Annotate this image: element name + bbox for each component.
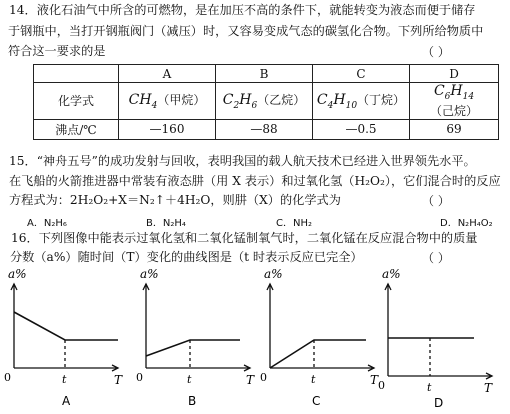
- table-header-b: B: [216, 65, 313, 83]
- q16-line2: 分数（a%）随时间（T）变化的曲线图是（t 时表示反应已完全）: [10, 250, 363, 264]
- graph-a-x-axis-label: T: [114, 373, 123, 387]
- bp-a: —160: [119, 119, 216, 139]
- graph-b-x-axis-label: T: [246, 373, 255, 387]
- graph-a-t-mark: t: [62, 373, 67, 386]
- graph-b-t-mark: t: [187, 373, 192, 386]
- q15-answer-paren: （ ）: [422, 194, 450, 208]
- bp-b: —88: [216, 119, 313, 139]
- graph-a-label: A: [62, 394, 71, 408]
- q15-line3: 方程式为：2H₂O₂+X＝N₂↑＋4H₂O，则肼（X）的化学式为: [9, 193, 341, 207]
- graph-d-t-mark: t: [427, 381, 432, 394]
- q15-option-b: B．N₂H₄: [146, 218, 186, 229]
- q15-option-a: A．N₂H₆: [27, 218, 67, 229]
- graph-c-y-axis-label: a%: [264, 267, 283, 281]
- graph-c-t-mark: t: [311, 373, 316, 386]
- table-header-a: A: [119, 65, 216, 83]
- graph-d: [374, 268, 504, 408]
- table-header-c: C: [313, 65, 410, 83]
- graph-c-origin: 0: [260, 371, 267, 384]
- bp-d: 69: [410, 119, 499, 139]
- table-header-d: D: [410, 65, 499, 83]
- q15-line2: 在飞船的火箭推进器中常装有液态肼（用 X 表示）和过氧化氢（H₂O₂），它们混合时的反应: [9, 174, 501, 188]
- graph-c-x-axis-label: T: [370, 373, 379, 387]
- q14-line1: 14．液化石油气中所含的可燃物，是在加压不高的条件下，就能转变为液态而便于储存: [9, 3, 476, 17]
- formula-d: $C_6H_{14}$（己烷）: [410, 83, 499, 120]
- graph-c-label: C: [312, 394, 321, 408]
- table-header-empty: [34, 65, 119, 83]
- graph-a-y-axis-label: a%: [8, 267, 27, 281]
- graph-b: [132, 268, 262, 408]
- graph-c: [256, 268, 386, 408]
- q16-line1: 16．下列图像中能表示过氧化氢和二氧化锰制氧气时，二氧化锰在反应混合物中的质量: [11, 231, 478, 245]
- formula-a: $CH_4$（甲烷）: [119, 83, 216, 120]
- graph-d-origin: 0: [378, 379, 385, 392]
- q15-line1: 15．“神舟五号”的成功发射与回收，表明我国的载人航天技术已经进入世界领先水平。: [9, 154, 476, 168]
- graph-b-origin: 0: [136, 371, 143, 384]
- graph-a-origin: 0: [4, 371, 11, 384]
- graph-d-y-axis-label: a%: [382, 267, 401, 281]
- bp-c: —0.5: [313, 119, 410, 139]
- formula-c: $C_4H_{10}$（丁烷）: [313, 83, 410, 120]
- q15-option-d: D．N₂H₄O₂: [440, 218, 493, 229]
- q14-table: [33, 64, 499, 140]
- formula-b: $C_2H_6$（乙烷）: [216, 83, 313, 120]
- q16-answer-paren: （ ）: [422, 251, 450, 265]
- graph-b-label: B: [188, 394, 197, 408]
- q14-line3: 符合这一要求的是: [8, 44, 106, 58]
- row-label-formula: 化学式: [34, 83, 119, 120]
- graph-b-y-axis-label: a%: [140, 267, 159, 281]
- q14-answer-paren: （ ）: [422, 45, 450, 59]
- row-label-bp: 沸点/℃: [34, 119, 119, 139]
- graph-d-x-axis-label: T: [484, 381, 493, 395]
- graph-d-label: D: [434, 396, 444, 410]
- q15-option-c: C．NH₂: [276, 218, 312, 229]
- q14-line2: 于钢瓶中，当打开钢瓶阀门（减压）时，又容易变成气态的碳氢化合物。下列所给物质中: [8, 24, 484, 38]
- graph-a: [0, 268, 130, 408]
